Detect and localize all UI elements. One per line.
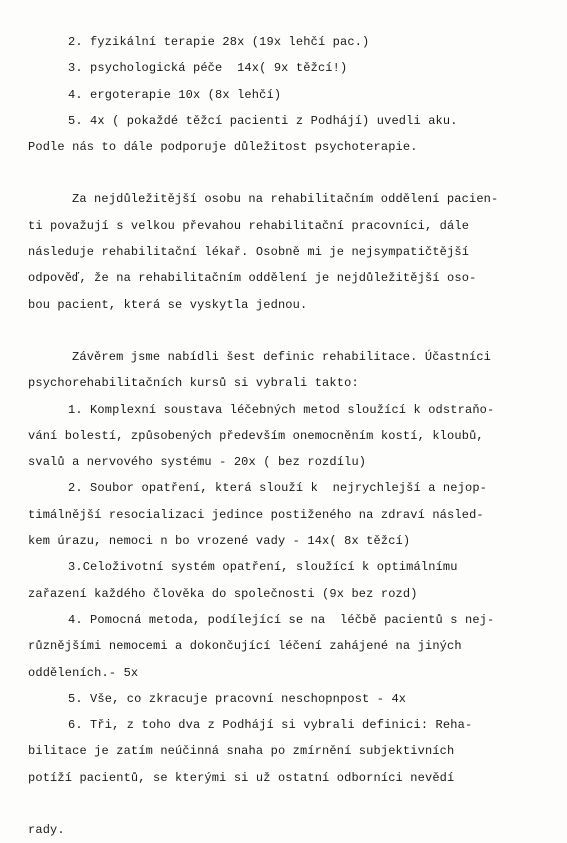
definition-item: 1. Komplexní soustava léčebných metod sloužící k odstraňo- bbox=[68, 402, 495, 417]
definition-item: 4. Pomocná metoda, podílející se na léčbě pacientů s nej- bbox=[68, 612, 495, 627]
text-line: různějšími nemocemi a dokončující léčení zahájené na jiných bbox=[28, 639, 462, 654]
text-line: odděleních.- 5x bbox=[28, 665, 139, 680]
text-line: svalů a nervového systému - 20x ( bez rozdílu) bbox=[28, 455, 367, 470]
list-item: 3. psychologická péče 14x( 9x těžcí!) bbox=[68, 61, 348, 76]
definition-item: 6. Tři, z toho dva z Podhájí si vybrali definici: Reha- bbox=[68, 718, 473, 733]
text-line: kem úrazu, nemoci n bo vrozené vady - 14x( 8x těžcí) bbox=[28, 534, 411, 549]
text-line: potíží pacientů, se kterými si už ostatní odborníci nevědí bbox=[28, 770, 455, 785]
paragraph-line: Za nejdůležitější osobu na rehabilitačním oddělení pacien- bbox=[72, 192, 499, 207]
text-line: bou pacient, která se vyskytla jednou. bbox=[28, 297, 308, 312]
text-line: timálnější resocializaci jedince postiženého na zdraví násled- bbox=[28, 507, 484, 522]
list-item: 2. fyzikální terapie 28x (19x lehčí pac.) bbox=[68, 35, 370, 49]
text-line: psychorehabilitačních kursů si vybrali takto: bbox=[28, 376, 359, 391]
text-line: vání bolestí, způsobených především onemocněním kostí, kloubů, bbox=[28, 428, 484, 443]
text-line: odpověď, že na rehabilitačním oddělení je nejdůležitější oso- bbox=[28, 271, 477, 286]
text-line: následuje rehabilitační lékař. Osobně mi je nejsympatičtější bbox=[28, 245, 470, 260]
list-item: 5. 4x ( pokaždé těžcí pacienti z Podhájí) uvedli aku. bbox=[68, 113, 458, 128]
text-line: bilitace je zatím neúčinná snaha po zmírnění subjektivních bbox=[28, 744, 455, 759]
paragraph-line: Závěrem jsme nabídli šest definic rehabilitace. Účastníci bbox=[72, 349, 492, 364]
list-item: 4. ergoterapie 10x (8x lehčí) bbox=[68, 87, 282, 102]
text-line: zařazení každého člověka do společnosti (9x bez rozd) bbox=[28, 586, 418, 601]
definition-item: 5. Vše, co zkracuje pracovní neschopnpost - 4x bbox=[68, 691, 407, 706]
definition-item: 2. Soubor opatření, která slouží k nejrychlejší a nejop- bbox=[68, 481, 488, 496]
text-line: rady. bbox=[28, 823, 65, 838]
text-line: ti považují s velkou převahou rehabilitační pracovníci, dále bbox=[28, 218, 470, 233]
definition-item: 3.Celoživotní systém opatření, sloužící k optimálnímu bbox=[68, 560, 458, 575]
text-line: Podle nás to dále podporuje důležitost psychoterapie. bbox=[28, 140, 418, 155]
